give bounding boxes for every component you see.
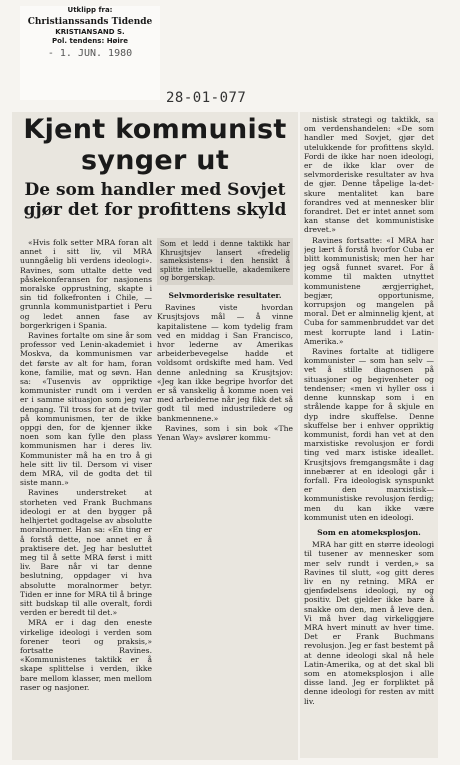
paragraph: Ravines viste hvordan Krusjtsjovs mål — å vinne kapitalistene — kom tydelig fram ved en middag i San Francisco, hvor lederne av Amerikas arbeiderbevegelse hadde et voldsomt ordskifte med ham. Ved denne anledning sa Krusjtsjov: «Jeg kan ikke begripe hvorfor det er så vanskelig å komme noen vei med arbeiderne når jeg fikk det så godt til med industriledere og bankmennene.» [157,303,293,423]
article-title: Kjent kommunist synger ut [23,114,287,176]
paragraph: MRA har gitt en større ideologi til tusener av mennesker som mer selv rundt i verden,» sa Ravines til slutt, «og gitt deres liv en ny retning. MRA er gjenfødelsens ideologi, ny og positiv. Det gjelder ikke bare å snakke om den, men å leve den. Vi må hver dag virkeliggjøre MRA hvert minutt av hver time. Det er Frank Buchmans revolusjon. Jeg er fast bestemt på at denne ideologi skal nå hele Latin-Amerika, og at det skal bli som en atomeksplosjon i alle disse land. Jeg er forpliktet på denne ideologi for resten av mitt liv. [304,540,434,706]
paragraph: Ravines fortalte om sine år som professor ved Lenin-akademiet i Moskva, da kommunismen var det første av alt for ham, foran kone, familie, mat og søvn. Han sa: «Tusenvis av oppriktige kommunister rundt om i verden er i samme situasjon som jeg var dengang. Til tross for at de tviler på kommunismen, ter de ikke oppgi den, for de kjenner ikke noen som kan fylle den plass kommunismen har i deres liv. Kommunister må ha en tro å gi hele sitt liv til. Dersom vi viser dem MRA, vil de godta det til siste mann.» [20,331,152,488]
paragraph: Ravines fortsatte: «I MRA har jeg lært å forstå hvorfor Cuba er blitt kommunistisk; men her har jeg også funnet svaret. For å komme til makten utnyttet kommunistene ærgjerrighet, begjær, opportunisme, korrupsjon og mangelen på moral. Det er alminnelig kjent, at Cuba for sammenbruddet var det mest korrupte land i Latin-Amerika.» [304,235,434,346]
article-column-1 [20,238,152,756]
article-subtitle: De som handler med Sovjet gjør det for profittens skyld [23,180,287,220]
paragraph: Ravines, som i sin bok «The Yenan Way» avslører kommu- [157,423,293,443]
section-subheading: Selvmorderiske resultater. [168,290,282,300]
article-headline [12,114,298,220]
highlighted-passage: Som et ledd i denne taktikk har Khrusjtsjev lansert «fredelig sameksistens» i den hensikt å splitte intellektuelle, akademikere og borgerskap. [157,238,293,285]
newspaper-name: Christianssands Tidende [27,17,153,27]
political-tendency: Pol. tendens: Høire [52,37,128,45]
date-stamp: - 1. JUN. 1980 [47,48,133,59]
clipping-source-label [20,6,160,100]
paragraph: MRA er i dag den eneste virkelige ideologi i verden som forener teori og praksis,» fortsatte Ravines. «Kommunistenes taktikk er å skape splittelse i verden, ikke bare mellom klasser, men mellom raser og nasjoner. [20,618,152,692]
paragraph: Ravines fortalte at tidligere kommunister — som han selv — vet å stille diagnosen på situasjoner og begivenheter og tendenser; «men vi hyller oss i denne kunnskap som i en strålende kappe for å skjule en dyp indre skuffelse. Denne skuffelse ber i enhver oppriktig kommunist, fordi han vet at den marxistiske revolusjon er fordi ting ved marx istiske ideallet. Krusjtsjovs fremgangsmåte i dag innebærer at en ideologi går i forfall. Fra ideologisk synspunkt er den marxistisk—kommunistiske revolusjon ferdig; men du kan ikke være kommunist uten en ideologi. [304,347,434,522]
article-column-2 [157,238,293,466]
clip-from-label: Utklipp fra: [67,6,113,14]
section-subheading: Som en atomeksplosjon. [317,527,421,537]
paragraph: «Hvis folk setter MRA foran alt annet i sitt liv, vil MRA uunngåelig bli verdens ideologi». Ravines, som uttalte dette ved påskekonferansen for nasjonens moralske opprustning, skapte i sin tid folkefronten i Chile, — grunnla kommunistpartiet i Peru og ledet annen fase av borgerkrigen i Spania. [20,238,152,330]
handwritten-reference: 28-01-077 [166,90,247,106]
newspaper-city: KRISTIANSAND S. [55,28,125,36]
article-column-3 [304,115,434,755]
paragraph: Ravines understreket at storheten ved Frank Buchmans ideologi er at den bygger på helhjertet godtagelse av absolutte moralnormer. Han sa: «En ting er å forstå dette, noe annet er å praktisere det. Jeg har besluttet meg til å sette MRA først i mitt liv. Bare når vi tar denne beslutning, oppdager vi hva absolutte moralnormer betyr. Tiden er inne for MRA til å bringe sitt budskap til alle overalt, fordi verden er beredt til det.» [20,488,152,618]
paragraph: nistisk strategi og taktikk, sa om verdenshandelen: «De som handler med Sovjet, gjør det utelukkende for profittens skyld. Fordi de ikke har noen ideologi, er de ikke klar over de selvmorderiske resultater av hva de gjør. Denne tåpelige la-det-skure mentalitet kan bare forandres ved at mennesker blir forandret. Det er intet annet som kan stanse det kommunistiske drevet.» [304,115,434,235]
